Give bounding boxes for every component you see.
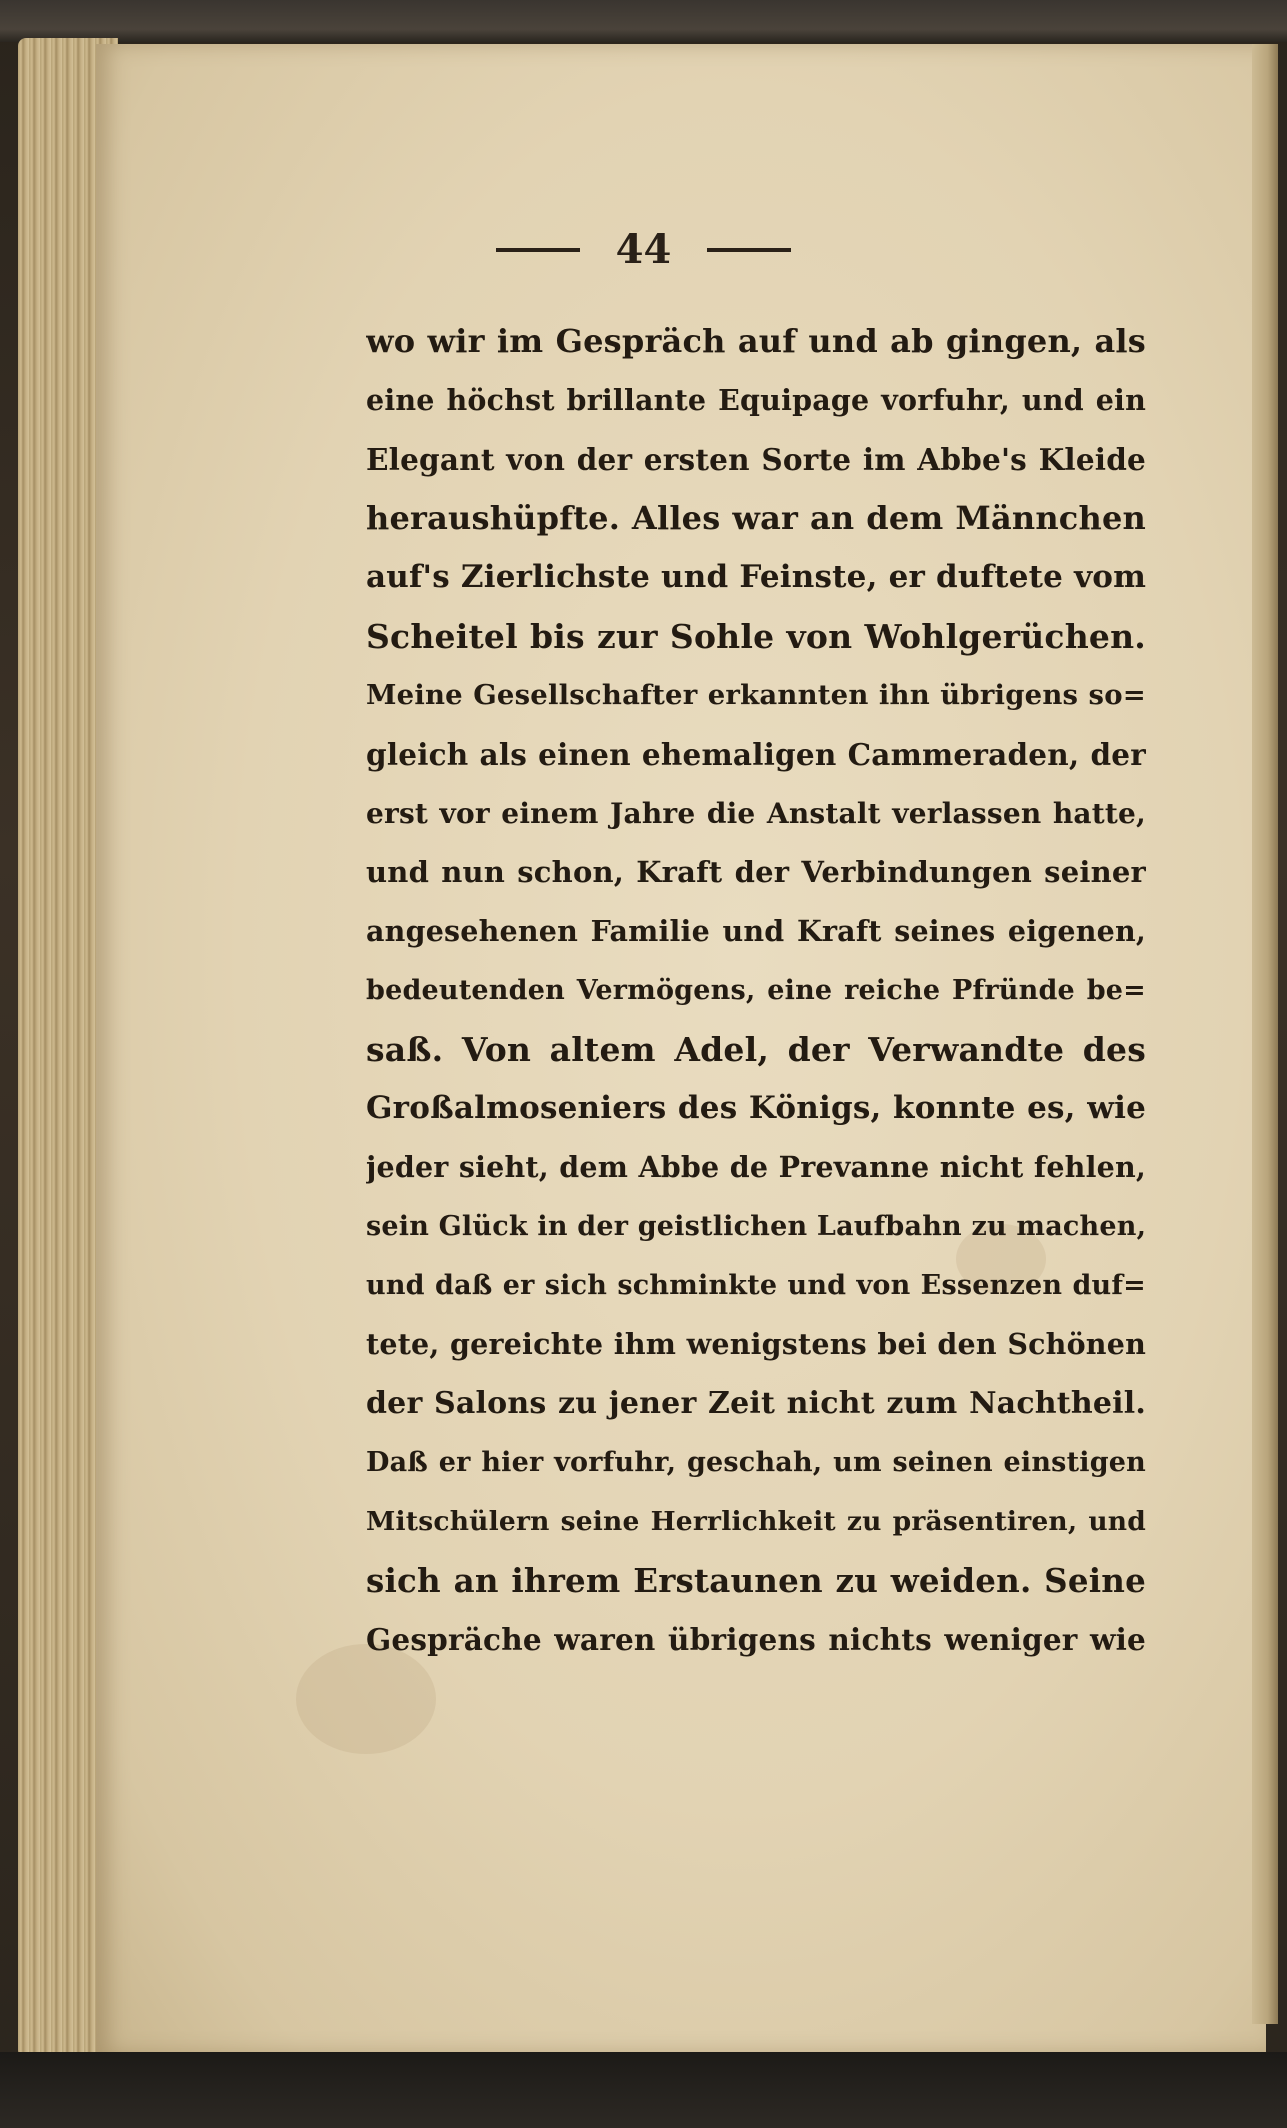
text-line: sich an ihrem Erstaunen zu weiden. Seine (366, 1561, 1146, 1600)
text-line: und nun schon, Kraft der Verbindungen seiner (366, 855, 1146, 889)
text-line: erst vor einem Jahre die Anstalt verlassen hatte, (366, 797, 1146, 830)
text-line: sein Glück in der geistlichen Laufbahn zu machen, (366, 1211, 1146, 1242)
text-line: bedeutenden Vermögens, eine reiche Pfründe be= (366, 975, 1146, 1006)
text-line: und daß er sich schminkte und von Essenzen duf= (366, 1270, 1146, 1301)
header-rule-right (707, 248, 791, 252)
book-cover-bottom (0, 2052, 1287, 2128)
text-line: auf's Zierlichste und Feinste, er duftete vom (366, 559, 1146, 595)
text-line: Scheitel bis zur Sohle von Wohlgerüchen. (366, 617, 1146, 656)
page-number: 44 (615, 226, 672, 273)
text-line: eine höchst brillante Equipage vorfuhr, und ein (366, 383, 1146, 417)
page-header (0, 226, 1287, 286)
text-line: gleich als einen ehemaligen Cammeraden, der (366, 737, 1146, 772)
text-line: Daß er hier vorfuhr, geschah, um seinen einstigen (366, 1447, 1146, 1478)
header-rule-left (496, 248, 580, 252)
text-line: wo wir im Gespräch auf und ab gingen, als (366, 322, 1146, 360)
text-line: Elegant von der ersten Sorte im Abbe's Kleide (366, 442, 1146, 477)
text-line: Meine Gesellschafter erkannten ihn übrigens so= (366, 679, 1146, 711)
text-line: angesehenen Familie und Kraft seines eigenen, (366, 914, 1146, 948)
page-right-edge (1252, 44, 1278, 2024)
text-line: jeder sieht, dem Abbe de Prevanne nicht fehlen, (366, 1150, 1146, 1184)
book-cover-top (0, 0, 1287, 42)
text-line: Gespräche waren übrigens nichts weniger wie (366, 1622, 1146, 1657)
body-text (366, 312, 1146, 1669)
text-line: Mitschülern seine Herrlichkeit zu präsentiren, und (366, 1506, 1146, 1537)
text-line: tete, gereichte ihm wenigstens bei den Schönen (366, 1327, 1146, 1361)
text-line: der Salons zu jener Zeit nicht zum Nachtheil. (366, 1386, 1146, 1421)
text-line: Großalmoseniers des Königs, konnte es, wie (366, 1090, 1146, 1126)
text-line: heraushüpfte. Alles war an dem Männchen (366, 499, 1146, 537)
text-line: saß. Von altem Adel, der Verwandte des (366, 1030, 1146, 1069)
